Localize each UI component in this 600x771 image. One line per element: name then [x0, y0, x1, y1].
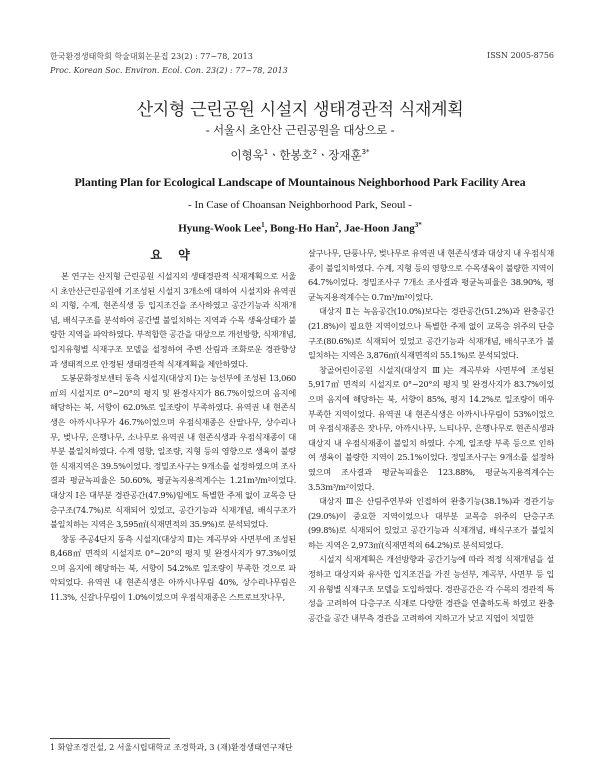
- author-mark: 1: [261, 221, 265, 229]
- author-sep: ㆍ: [317, 148, 329, 162]
- author-name: 장재훈: [328, 148, 362, 162]
- author-mark: 3*: [414, 221, 422, 229]
- abstract-paragraph: 시설지 식재계획은 개선방향과 공간기능에 따라 적정 식재개념을 설정하고 대상지와 유사한 입지조건을 가진 능선부, 계곡부, 사면부 등 입지 유형별 식재구조 모델을 도입하였다. 경관공간은 각 수목의 경관적 특성을 고려하여 다층구조 식재로 다양한 경관을 연출하도록 하였고 완충공간을 공간 내부측 경관을 고려하여 지하고가 낮고 지엽이 치밀한: [308, 554, 554, 623]
- author-mark: 2: [335, 221, 339, 229]
- title-en: Planting Plan for Ecological Landscape of Mountainous Neighborhood Park Facility Area: [74, 175, 526, 189]
- abstract-paragraph: 창동 주공4단지 동측 시설지(대상지 Ⅱ)는 계곡부와 사면부에 조성된 8,468㎡ 면적의 시설지로 0°~20°의 평지 및 완경사지가 97.3%이었으며 음지에 해당하는 북, 서향이 54.2%로 일조량이 부족한 것으로 파악되었다. 유역권 내 현존식생은 아까시나무림 40%, 상수리나무림은 11.3%, 신갈나무림이 1.0%이었으며 우점식재종은 스트로브잣나무,: [50, 533, 296, 603]
- authors-kr: [0, 147, 600, 163]
- journal-header-kr: 한국환경생태학회 학술대회논문집 23(2) : 77~78, 2013: [50, 52, 253, 61]
- author-mark: 3*: [361, 148, 370, 157]
- author-name: Jae-Hoon Jang: [344, 222, 415, 235]
- footnote: 1 화암조경건설, 2 서울시립대학교 조경학과, 3 (재)환경생태연구재단: [50, 743, 293, 752]
- author-sep: ,: [338, 222, 345, 235]
- author-sep: ㆍ: [268, 148, 280, 162]
- abstract-paragraph: 본 연구는 산지형 근린공원 시설지의 생태경관적 식재계획으로 서울시 초안산근린공원에 기조성된 시설지 3개소에 대하여 시설지와 유역권의 지형, 수계, 현존식생 등 입지조건을 조사하였고 공간기능과 식재개념, 배식구조를 분석하여 공간별 불일치하는 지역과 수목 생육상태가 불량한 지역을 파악하였다. 부적합한 공간을 대상으로 개선방향, 식재개념, 입지유형별 식재구조 모델을 설정하여 주변 산림과 조화로운 경관향상과 생태적으로 안정된 생태경관적 식재계획을 제안하였다.: [50, 271, 296, 369]
- author-mark: 2: [312, 148, 318, 157]
- author-name: Bong-Ho Han: [270, 222, 336, 235]
- author-sep: ,: [264, 222, 271, 235]
- authors-en: [0, 221, 600, 235]
- author-name: 이형욱: [230, 148, 264, 162]
- abstract-paragraph: 살구나무, 단풍나무, 벚나무로 유역권 내 현존식생과 대상지 내 우점식재종이 불일치하였다. 수계, 지형 등의 영향으로 수목생육이 불량한 지역이 64.7%이었다. 정밀조사구 7개소 조사결과 평균녹피율은 38.90%, 평균녹지용적계수는 0.7m³/m²이었다.: [308, 248, 554, 302]
- title-kr: 산지형 근린공원 시설지 생태경관적 식재계획: [136, 100, 464, 120]
- abstract-left-column: [50, 269, 296, 709]
- journal-header-en: Proc. Korean Soc. Environ. Ecol. Con. 23(2) : 77~78, 2013: [50, 66, 288, 75]
- abstract-heading: 요 약: [150, 248, 196, 262]
- author-mark: 1: [263, 148, 269, 157]
- author-name: 한봉호: [279, 148, 313, 162]
- abstract-paragraph: 대상지 Ⅱ는 녹음공간(10.0%)보다는 경관공간(51.2%)과 완충공간(21.8%)이 필요한 지역이었으나 특별한 주제 없이 교목층 위주의 단층구조(80.6%)로 식재되어 있었고 공간기능과 식재개념, 배식구조가 불일치하는 지역은 3,876㎡(식재면적의 55.1%)로 분석되었다.: [308, 306, 554, 361]
- abstract-paragraph: 도봉문화정보센터 동측 시설지(대상지 Ⅰ)는 능선부에 조성된 13,060㎡의 시설지로 0°~20°의 평지 및 완경사지가 86.7%이었으며 음지에 해당하는 북, 서향이 62.0%로 일조량이 부족하였다. 유역권 내 현존식생은 아까시나무가 46.7%이었으며 우점식재종은 산딸나무, 상수리나무, 벚나무, 은행나무, 소나무로 유역권 내 현존식생과 우점식재종이 대부분 불일치하였다. 수계 영향, 일조량, 지형 등의 영향으로 생육이 불량한 식재지역은 39.5%이었다. 정밀조사구는 9개소를 설정하였으며 조사결과 평균녹피율은 50.60%, 평균녹지용적계수는 1.21m³/m²이었다. 대상지 Ⅰ은 대부분 경관공간(47.9%)임에도 특별한 주제 없이 교목층 단층구조(74.7%)로 식재되어 있었고, 공간기능과 식재개념, 배식구조가 불일치하는 지역은 3,595㎡(식재면적의 35.9%)로 분석되었다.: [50, 373, 296, 530]
- author-name: Hyung-Wook Lee: [178, 222, 262, 235]
- subtitle-en: - In Case of Choansan Neighborhood Park, Seoul -: [188, 199, 412, 211]
- issn: ISSN 2005-8756: [487, 51, 554, 60]
- abstract-paragraph: 대상지 Ⅲ은 산림주연부와 인접하여 완충기능(38.1%)과 경관기능(29.0%)이 중요한 지역이었으나 대부분 교목층 위주의 단층구조(99.8%)로 식재되어 있었고 공간기능과 식재개념, 배식구조가 불일치하는 지역은 2,973㎡(식재면적의 64.2%)로 분석되었다.: [308, 496, 554, 550]
- abstract-right-column: [308, 246, 554, 709]
- subtitle-kr: - 서울시 초안산 근린공원을 대상으로 -: [205, 123, 395, 137]
- footnote-divider: [50, 738, 170, 739]
- abstract-paragraph: 창골어린이공원 시설지(대상지 Ⅲ)는 계곡부와 사면부에 조성된 5,917㎡ 면적의 시설지로 0°~20°의 평지 및 완경사지가 83.7%이었으며 음지에 해당하는 북, 서향이 85%, 평지 14.2%로 일조량이 매우 부족한 지역이었다. 유역권 내 현존식생은 아까시나무림이 53%이었으며 우점식재종은 잣나무, 아까시나무, 느티나무, 은행나무로 현존식생과 대상지 내 우점식재종이 불일치 하였다. 수계, 일조량 부족 등으로 인하여 생육이 불량한 지역이 25.1%이었다. 정밀조사구는 9개소를 설정하였으며 조사결과 평균녹피율은 123.88%, 평균녹지용적계수는 3.53m³/m²이었다.: [308, 364, 554, 492]
